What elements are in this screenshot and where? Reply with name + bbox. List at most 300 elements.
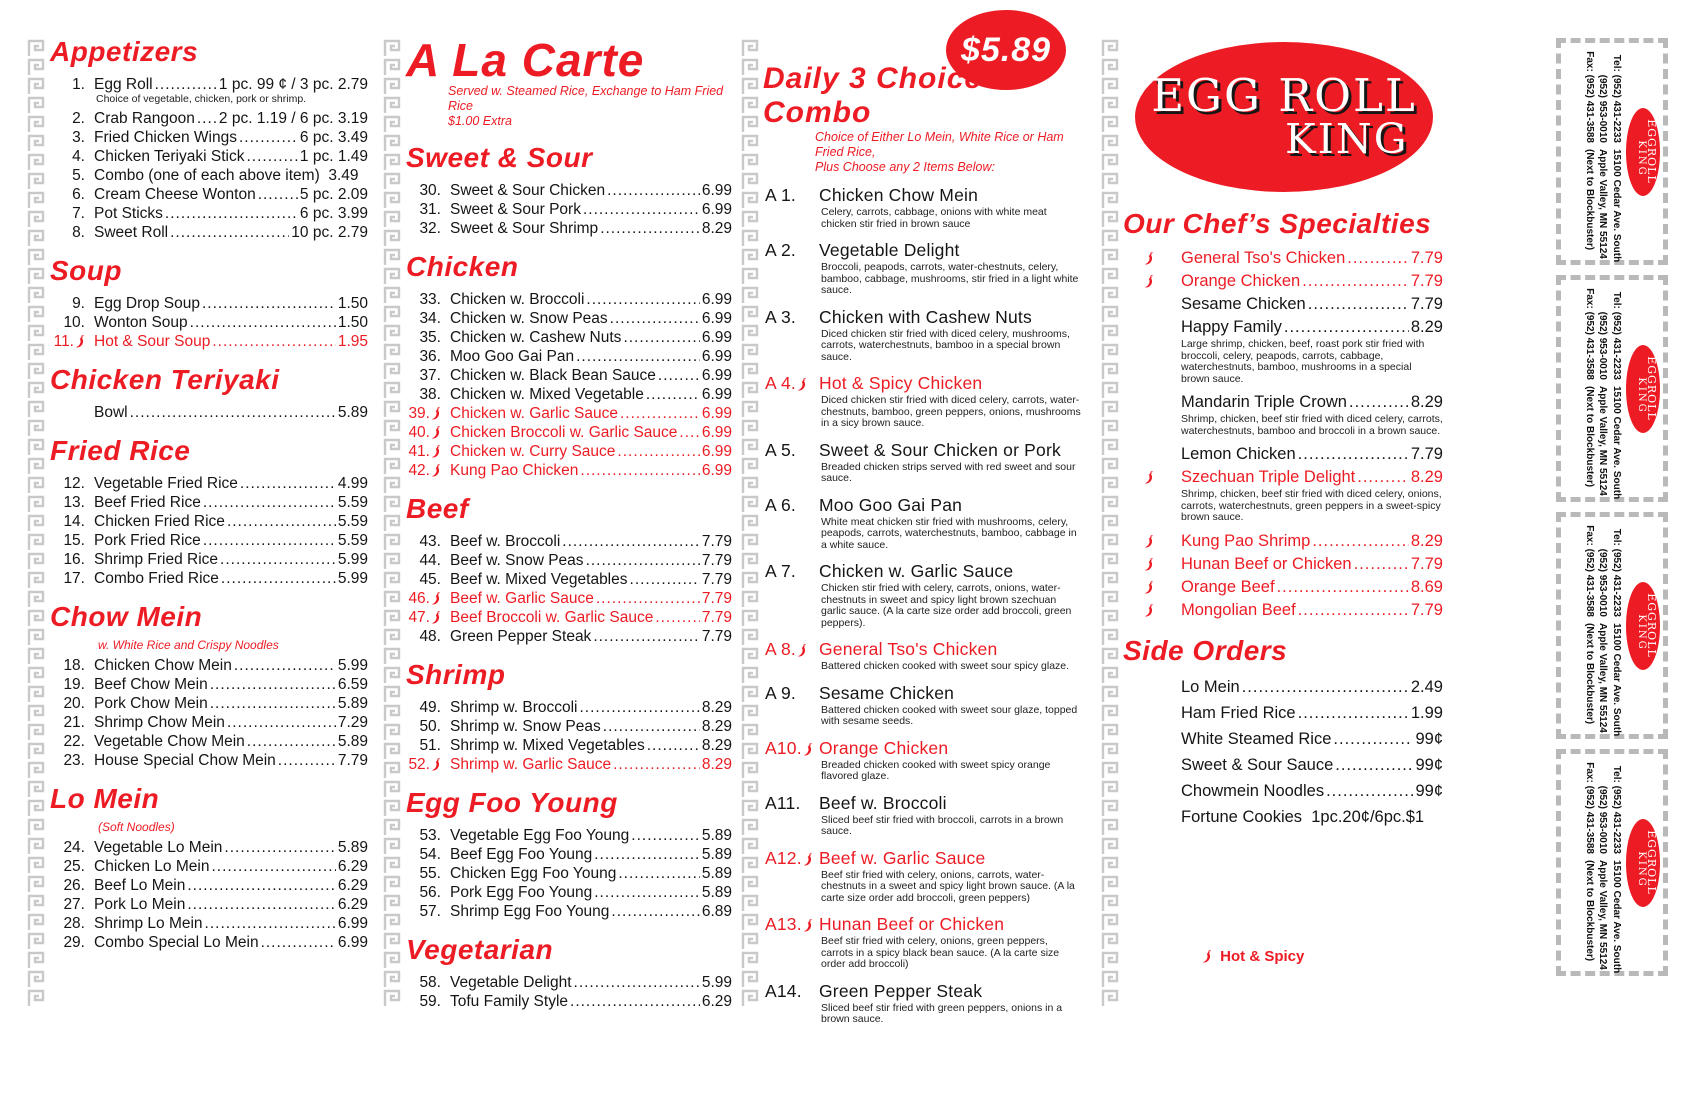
menu-item bbox=[406, 347, 732, 366]
tab-logo-line-1: EGGROLL bbox=[1645, 830, 1658, 895]
dot-leader bbox=[1242, 674, 1409, 700]
menu-item bbox=[763, 793, 1081, 814]
item-name: Chicken w. Snow Peas bbox=[450, 310, 608, 327]
tab-line bbox=[1596, 521, 1610, 733]
item-price: 99¢ bbox=[1415, 729, 1443, 748]
item-name: Bowl bbox=[94, 403, 128, 421]
item-number: 15. bbox=[63, 531, 85, 549]
chili-pepper-icon bbox=[1144, 252, 1154, 265]
item-number: 26. bbox=[63, 876, 85, 894]
section-title: Soup bbox=[50, 254, 122, 286]
menu-item bbox=[50, 474, 368, 493]
item-number bbox=[1123, 270, 1181, 293]
item-name: Vegetable Delight bbox=[450, 974, 572, 991]
item-price: 4.99 bbox=[337, 474, 368, 492]
tab-content bbox=[1561, 280, 1663, 500]
item-number: 59. bbox=[419, 993, 441, 1010]
dot-leader bbox=[220, 550, 336, 569]
section-title: Egg Foo Young bbox=[406, 787, 618, 818]
menu-section bbox=[50, 255, 368, 351]
section-title: Vegetarian bbox=[406, 934, 554, 965]
item-number: A 8. bbox=[763, 639, 819, 660]
menu-item bbox=[406, 826, 732, 845]
menu-item bbox=[50, 294, 368, 313]
item-name: Shrimp w. Garlic Sauce bbox=[450, 756, 612, 773]
item-name: Kung Pao Chicken bbox=[450, 462, 579, 479]
chili-pepper-icon bbox=[803, 853, 813, 866]
dot-leader bbox=[570, 992, 700, 1011]
item-number: 8. bbox=[72, 223, 85, 241]
tab-address: 15100 Cedar Ave. South bbox=[1611, 860, 1622, 974]
item-price: 6.29 bbox=[337, 895, 368, 913]
column-a-la-carte bbox=[406, 36, 732, 1011]
chili-pepper-icon bbox=[1144, 535, 1154, 548]
menu-item bbox=[406, 423, 732, 442]
item-number: 6. bbox=[72, 185, 85, 203]
menu-item bbox=[1123, 576, 1443, 599]
item-number: 31. bbox=[419, 201, 441, 218]
greek-key-border-icon bbox=[740, 38, 760, 1006]
item-name: Combo Fried Rice bbox=[94, 569, 219, 587]
item-number: A 7. bbox=[765, 561, 796, 581]
item-number: 45. bbox=[419, 571, 441, 588]
greek-key-border-icon bbox=[26, 38, 46, 1006]
dot-leader bbox=[205, 914, 336, 933]
tab-logo-line-1: EGGROLL bbox=[1645, 593, 1658, 658]
chili-pepper-icon bbox=[803, 919, 813, 932]
item-name: Vegetable Lo Mein bbox=[94, 838, 223, 856]
item-price: 6.99 bbox=[701, 291, 732, 308]
item-number: 4. bbox=[72, 147, 85, 165]
dot-leader bbox=[630, 570, 700, 589]
menu-item bbox=[406, 442, 732, 461]
menu-item bbox=[50, 675, 368, 694]
menu-item bbox=[50, 223, 368, 242]
chili-pepper-icon bbox=[1144, 604, 1154, 617]
item-name: Sweet Roll bbox=[94, 223, 169, 241]
item-price: 5.89 bbox=[701, 846, 732, 863]
menu-item bbox=[763, 185, 1081, 206]
item-name: Pot Sticks bbox=[94, 204, 163, 222]
menu-item bbox=[50, 109, 368, 128]
item-name: Chicken w. Cashew Nuts bbox=[450, 329, 622, 346]
menu-section bbox=[50, 601, 368, 770]
dot-leader bbox=[1308, 293, 1409, 316]
item-description: Shrimp, chicken, beef stir fried with diced celery, onions, carrots, waterchestnuts, green peppers in a sweet-spicy brown sauce. bbox=[1181, 488, 1442, 523]
menu-item bbox=[1123, 293, 1443, 316]
item-description: Large shrimp, chicken, beef, roast pork stir fried with broccoli, celery, peapods, carrots, cabbage, waterchestnuts, bamboo, mushrooms in a special brown sauce. bbox=[1181, 338, 1425, 385]
menu-item bbox=[406, 608, 732, 627]
tab-phone: (952) 953-0010 bbox=[1597, 785, 1609, 854]
menu-item bbox=[406, 219, 732, 238]
menu-item bbox=[50, 531, 368, 550]
column-subtitle bbox=[406, 84, 732, 129]
dot-leader bbox=[221, 569, 336, 588]
item-price: 8.29 bbox=[1410, 318, 1443, 336]
item-number: 30. bbox=[419, 182, 441, 199]
chili-pepper-icon bbox=[431, 464, 441, 477]
item-price: 5.89 bbox=[337, 838, 368, 856]
item-number: 10. bbox=[63, 313, 85, 331]
menu-item bbox=[763, 981, 1081, 1002]
menu-item bbox=[406, 570, 732, 589]
item-name: Beef Chow Mein bbox=[94, 675, 208, 693]
item-name: Shrimp w. Mixed Vegetables bbox=[450, 737, 645, 754]
item-price: 6.99 bbox=[701, 386, 732, 403]
dot-leader bbox=[258, 185, 298, 204]
item-name: White Steamed Rice bbox=[1181, 729, 1332, 748]
dot-leader bbox=[247, 732, 336, 751]
menu-item bbox=[406, 290, 732, 309]
menu-item bbox=[763, 639, 1081, 660]
dot-leader bbox=[1349, 391, 1409, 414]
item-name: Green Pepper Steak bbox=[450, 628, 592, 645]
menu-item bbox=[406, 717, 732, 736]
tab-phone: Fax: (952) 431-3588 bbox=[1584, 762, 1595, 854]
dot-leader bbox=[603, 717, 700, 736]
menu-section bbox=[763, 185, 1081, 1026]
item-name: Vegetable Chow Mein bbox=[94, 732, 245, 750]
item-price: 7.79 bbox=[701, 571, 732, 588]
dot-leader bbox=[1333, 726, 1413, 752]
item-price: 5.59 bbox=[337, 531, 368, 549]
greek-key-border-icon bbox=[382, 38, 402, 1006]
item-number: 17. bbox=[63, 569, 85, 587]
dot-leader bbox=[607, 181, 700, 200]
item-name: Chicken Egg Foo Young bbox=[450, 865, 617, 882]
item-name: General Tso's Chicken bbox=[1181, 249, 1346, 267]
dot-leader bbox=[211, 857, 335, 876]
menu-item bbox=[406, 551, 732, 570]
menu-item bbox=[50, 713, 368, 732]
menu-item bbox=[406, 385, 732, 404]
chili-pepper-icon bbox=[1144, 471, 1154, 484]
chili-pepper-icon bbox=[1202, 950, 1212, 963]
dot-leader bbox=[1298, 443, 1409, 466]
item-price: 7.79 bbox=[1410, 249, 1443, 267]
chili-pepper-icon bbox=[431, 407, 441, 420]
menu-item bbox=[1123, 247, 1443, 270]
menu-item bbox=[406, 845, 732, 864]
chili-pepper-icon bbox=[431, 592, 441, 605]
item-name: Tofu Family Style bbox=[450, 993, 569, 1010]
item-number: 2. bbox=[72, 109, 85, 127]
item-price: 6.99 bbox=[337, 933, 368, 951]
section-title: Fried Rice bbox=[50, 434, 191, 466]
item-name: Mongolian Beef bbox=[1181, 600, 1296, 619]
item-number: 13. bbox=[63, 493, 85, 511]
item-number: 38. bbox=[419, 386, 441, 403]
menu-item bbox=[406, 902, 732, 921]
item-name: Shrimp w. Snow Peas bbox=[450, 718, 601, 735]
chili-pepper-icon bbox=[431, 611, 441, 624]
item-name: Chicken Broccoli w. Garlic Sauce bbox=[450, 424, 678, 441]
chili-pepper-icon bbox=[803, 743, 813, 756]
menu-item bbox=[1123, 443, 1443, 466]
section-title: Shrimp bbox=[406, 659, 506, 690]
tab-address: Apple Valley, MN 55124 bbox=[1597, 623, 1609, 733]
item-price: 5.89 bbox=[337, 403, 368, 421]
menu-item bbox=[1123, 674, 1443, 700]
item-price: 7.79 bbox=[1410, 272, 1443, 290]
dot-leader bbox=[1326, 778, 1413, 804]
dot-leader bbox=[190, 313, 336, 332]
item-price: 6.29 bbox=[337, 876, 368, 894]
tab-line bbox=[1596, 47, 1610, 259]
dot-leader bbox=[580, 461, 699, 480]
menu-section bbox=[50, 36, 368, 242]
dot-leader bbox=[210, 675, 336, 694]
menu-item bbox=[1123, 599, 1443, 622]
menu-item bbox=[1123, 804, 1443, 830]
item-price: 7.79 bbox=[701, 609, 732, 626]
menu-item bbox=[50, 512, 368, 531]
dot-leader bbox=[583, 200, 700, 219]
item-price: 7.79 bbox=[701, 552, 732, 569]
item-price: 3.49 bbox=[328, 166, 359, 184]
menu-section bbox=[50, 364, 368, 422]
item-price: 6.99 bbox=[701, 348, 732, 365]
tab-logo bbox=[1626, 345, 1660, 433]
dot-leader bbox=[679, 423, 699, 442]
dot-leader bbox=[631, 826, 700, 845]
dot-leader bbox=[1312, 530, 1409, 553]
item-number: 16. bbox=[63, 550, 85, 568]
item-name: Cream Cheese Wonton bbox=[94, 185, 256, 203]
menu-item bbox=[50, 838, 368, 857]
section-note: (Soft Noodles) bbox=[98, 819, 175, 834]
chili-pepper-icon bbox=[1144, 581, 1154, 594]
item-name: Chicken Chow Mein bbox=[819, 185, 979, 205]
item-number bbox=[1123, 553, 1181, 576]
item-number: 54. bbox=[419, 846, 441, 863]
item-price: 5.89 bbox=[701, 884, 732, 901]
menu-item bbox=[50, 313, 368, 332]
item-price: 8.29 bbox=[701, 737, 732, 754]
item-number bbox=[1123, 247, 1181, 270]
item-name: Combo (one of each above item) bbox=[94, 166, 320, 184]
menu-item bbox=[406, 366, 732, 385]
item-number: 7. bbox=[72, 204, 85, 222]
item-number: 9. bbox=[72, 294, 85, 312]
item-name: Shrimp Egg Foo Young bbox=[450, 903, 610, 920]
menu-item bbox=[1123, 778, 1443, 804]
menu-item bbox=[406, 461, 732, 480]
menu-item bbox=[50, 933, 368, 952]
dot-leader bbox=[227, 512, 336, 531]
item-name: Sesame Chicken bbox=[819, 682, 955, 703]
subtitle-line: $1.00 Extra bbox=[448, 114, 512, 128]
menu-item bbox=[763, 848, 1081, 869]
item-name: Beef w. Broccoli bbox=[819, 792, 947, 813]
item-price: 5.89 bbox=[701, 865, 732, 882]
combo-price: $5.89 bbox=[960, 30, 1052, 69]
item-description: Broccoli, peapods, carrots, water-chestnuts, celery, bamboo, cabbage, mushrooms, stir fried in a light white sauce. bbox=[821, 261, 1079, 296]
section-title: Chow Mein bbox=[50, 600, 203, 632]
menu-item bbox=[50, 914, 368, 933]
item-name: Chicken w. Black Bean Sauce bbox=[450, 367, 656, 384]
item-number: 36. bbox=[419, 348, 441, 365]
section-title: Lo Mein bbox=[50, 782, 160, 814]
tearoff-tab bbox=[1556, 275, 1668, 502]
tab-address: 15100 Cedar Ave. South bbox=[1611, 149, 1622, 263]
subtitle-line: Choice of Either Lo Mein, White Rice or Ham Fried Rice, bbox=[815, 130, 1064, 159]
item-number: A13. bbox=[763, 914, 819, 935]
item-name: Shrimp w. Broccoli bbox=[450, 699, 578, 716]
item-name: Beef w. Broccoli bbox=[450, 533, 561, 550]
item-price: 7.79 bbox=[701, 590, 732, 607]
menu-item bbox=[50, 895, 368, 914]
item-number: 27. bbox=[63, 895, 85, 913]
item-number: 19. bbox=[63, 675, 85, 693]
menu-item bbox=[406, 627, 732, 646]
item-number: 14. bbox=[63, 512, 85, 530]
item-name: General Tso's Chicken bbox=[819, 639, 998, 659]
item-number: 22. bbox=[63, 732, 85, 750]
item-name: Chicken Teriyaki Stick bbox=[94, 147, 245, 165]
menu-item bbox=[406, 404, 732, 423]
item-number bbox=[1123, 576, 1181, 599]
item-number: 56. bbox=[419, 884, 441, 901]
menu-section bbox=[50, 435, 368, 588]
tab-phone: Tel: (952) 431-2233 bbox=[1611, 528, 1622, 617]
tab-logo bbox=[1626, 582, 1660, 670]
item-name: Beef Fried Rice bbox=[94, 493, 201, 511]
dot-leader bbox=[611, 902, 699, 921]
item-name: Beef w. Garlic Sauce bbox=[450, 590, 594, 607]
menu-section bbox=[1123, 635, 1443, 830]
menu-item bbox=[763, 307, 1081, 328]
dot-leader bbox=[1277, 576, 1409, 599]
item-name: Chicken w. Broccoli bbox=[450, 291, 585, 308]
dot-leader bbox=[165, 204, 298, 223]
tab-line bbox=[1610, 284, 1624, 500]
item-price: 7.79 bbox=[701, 533, 732, 550]
dot-leader bbox=[655, 608, 700, 627]
tab-address: 15100 Cedar Ave. South bbox=[1611, 386, 1622, 500]
menu-item bbox=[763, 914, 1081, 935]
menu-item bbox=[1123, 530, 1443, 553]
menu-section bbox=[406, 787, 732, 921]
tab-logo-line-1: EGGROLL bbox=[1645, 356, 1658, 421]
dot-leader bbox=[594, 845, 700, 864]
item-name: Lemon Chicken bbox=[1181, 445, 1296, 463]
item-number bbox=[1123, 530, 1181, 553]
item-name: Beef Broccoli w. Garlic Sauce bbox=[450, 609, 654, 626]
item-name: Orange Beef bbox=[1181, 577, 1275, 596]
item-name: Hunan Beef or Chicken bbox=[1181, 554, 1352, 573]
item-price: 2.49 bbox=[1410, 677, 1443, 696]
item-price: 5.89 bbox=[701, 827, 732, 844]
subtitle-line: Plus Choose any 2 Items Below: bbox=[815, 160, 995, 174]
dot-leader bbox=[1335, 752, 1413, 778]
dot-leader bbox=[197, 109, 217, 128]
menu-item bbox=[1123, 391, 1443, 414]
item-name: Pork Chow Mein bbox=[94, 694, 208, 712]
greek-key-border-icon bbox=[1100, 38, 1120, 1006]
menu-item bbox=[406, 200, 732, 219]
menu-section bbox=[406, 934, 732, 1011]
dot-leader bbox=[1357, 466, 1409, 489]
item-price: 7.79 bbox=[701, 628, 732, 645]
dot-leader bbox=[623, 328, 699, 347]
item-number: 58. bbox=[419, 974, 441, 991]
item-price: 6.99 bbox=[701, 367, 732, 384]
item-number: A 3. bbox=[765, 306, 796, 327]
section-title: Chicken Teriyaki bbox=[50, 363, 280, 395]
item-name: Sweet & Sour Sauce bbox=[1181, 755, 1334, 774]
item-number: 46. bbox=[406, 589, 450, 608]
menu-item bbox=[50, 876, 368, 895]
item-number: 24. bbox=[63, 838, 85, 856]
dot-leader bbox=[576, 347, 700, 366]
menu-item bbox=[406, 736, 732, 755]
chili-pepper-icon bbox=[797, 644, 807, 657]
menu-item bbox=[50, 403, 368, 422]
tearoff-tab bbox=[1556, 38, 1668, 265]
item-number: 5. bbox=[72, 166, 85, 184]
chili-pepper-icon bbox=[75, 335, 85, 348]
column-daily-combo bbox=[763, 36, 1081, 1036]
item-number: 20. bbox=[63, 694, 85, 712]
dot-leader bbox=[613, 755, 700, 774]
dot-leader bbox=[1354, 553, 1409, 576]
item-name: Pork Fried Rice bbox=[94, 531, 201, 549]
item-number: 47. bbox=[406, 608, 450, 627]
dot-leader bbox=[610, 309, 700, 328]
tab-phone: (952) 953-0010 bbox=[1597, 548, 1609, 617]
tab-logo bbox=[1626, 108, 1660, 196]
item-price: 6.99 bbox=[701, 329, 732, 346]
item-name: Chicken Fried Rice bbox=[94, 512, 225, 530]
menu-item bbox=[763, 683, 1081, 704]
menu-item bbox=[50, 694, 368, 713]
tab-address: Apple Valley, MN 55124 bbox=[1597, 860, 1609, 970]
item-description: Breaded chicken strips served with red sweet and sour sauce. bbox=[821, 460, 1076, 484]
item-number: 11. bbox=[50, 332, 94, 351]
item-number: A12. bbox=[763, 848, 819, 869]
item-price: 6.29 bbox=[337, 857, 368, 875]
tab-address: (Next to Blockbuster) bbox=[1584, 623, 1595, 725]
tab-address: 15100 Cedar Ave. South bbox=[1611, 623, 1622, 737]
item-number bbox=[1123, 466, 1181, 489]
item-name: Chicken w. Mixed Vegetable bbox=[450, 386, 644, 403]
item-name: Orange Chicken bbox=[819, 737, 949, 758]
item-number: 23. bbox=[63, 751, 85, 769]
tab-address: (Next to Blockbuster) bbox=[1584, 149, 1595, 251]
item-price: 6.99 bbox=[701, 424, 732, 441]
tab-logo bbox=[1626, 819, 1660, 907]
tab-content bbox=[1561, 754, 1663, 974]
item-name: Chowmein Noodles bbox=[1181, 781, 1325, 800]
column-title: A La Carte bbox=[406, 34, 645, 86]
tab-address: Apple Valley, MN 55124 bbox=[1597, 386, 1609, 496]
menu-item bbox=[406, 532, 732, 551]
dot-leader bbox=[239, 128, 298, 147]
dot-leader bbox=[1347, 247, 1409, 270]
item-price: 6.29 bbox=[701, 993, 732, 1010]
item-number: 42. bbox=[406, 461, 450, 480]
item-price: 7.29 bbox=[337, 713, 368, 731]
item-price: 6.89 bbox=[701, 903, 732, 920]
item-price: 99¢ bbox=[1415, 781, 1443, 800]
tab-phone: Fax: (952) 431-3588 bbox=[1584, 525, 1595, 617]
menu-item bbox=[763, 495, 1081, 516]
menu-item bbox=[50, 185, 368, 204]
item-name: Shrimp Chow Mein bbox=[94, 713, 225, 731]
item-number: 29. bbox=[63, 933, 85, 951]
menu-item bbox=[406, 181, 732, 200]
